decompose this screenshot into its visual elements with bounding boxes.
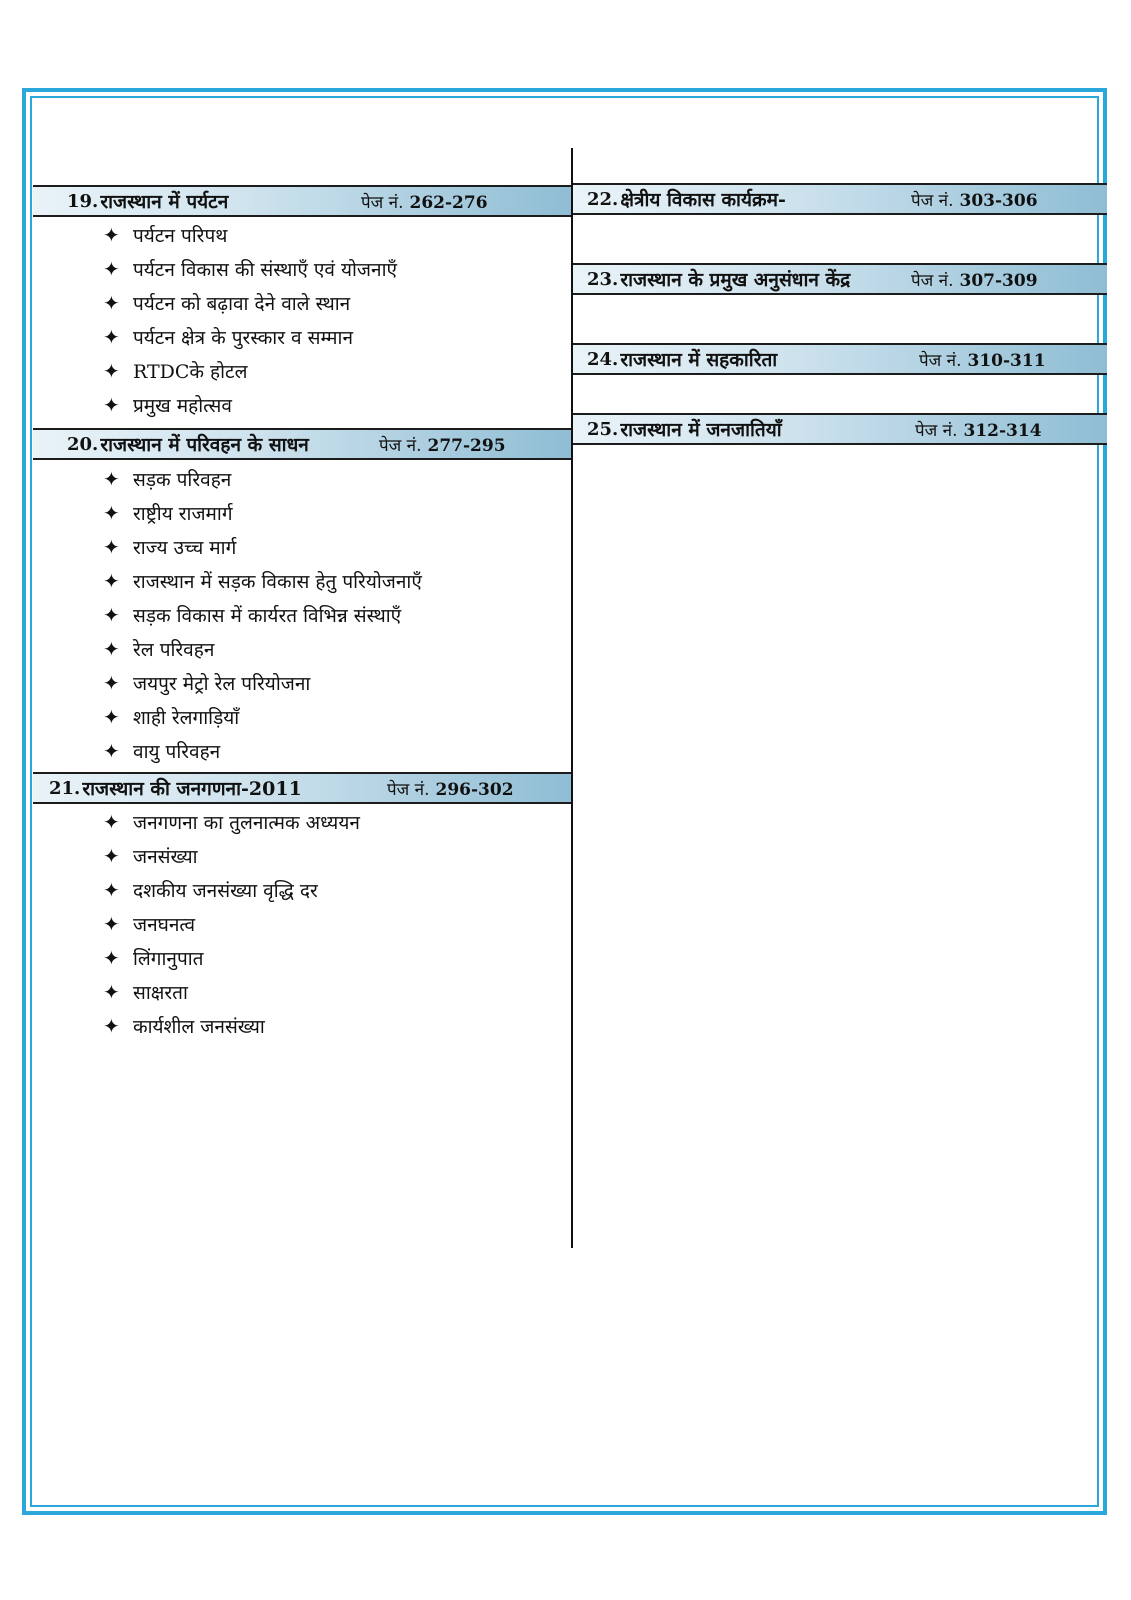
bullet-icon: ✦ bbox=[103, 637, 120, 661]
section-page-ref bbox=[911, 188, 1038, 211]
section-page-ref bbox=[379, 433, 506, 456]
list-item: ✦ सड़क परिवहन bbox=[103, 467, 232, 491]
section-22-header bbox=[573, 183, 1107, 215]
list-item: ✦ पर्यटन परिपथ bbox=[103, 223, 228, 247]
list-item: ✦ पर्यटन विकास की संस्थाएँ एवं योजनाएँ bbox=[103, 257, 397, 281]
section-title: राजस्थान की जनगणना-2011 bbox=[82, 778, 302, 800]
list-item: ✦ दशकीय जनसंख्या वृद्धि दर bbox=[103, 878, 318, 902]
bullet-icon: ✦ bbox=[103, 467, 120, 491]
section-number: 24. bbox=[587, 348, 619, 370]
section-page-ref bbox=[919, 348, 1046, 371]
section-number: 22. bbox=[587, 188, 619, 210]
bullet-icon: ✦ bbox=[103, 671, 120, 695]
section-title: राजस्थान में जनजातियाँ bbox=[620, 419, 782, 441]
list-item: ✦ पर्यटन को बढ़ावा देने वाले स्थान bbox=[103, 291, 351, 315]
section-number: 21. bbox=[49, 777, 81, 799]
section-number: 19. bbox=[67, 190, 99, 212]
list-item: ✦ RTDCके होटल bbox=[103, 359, 248, 383]
section-19-items bbox=[103, 218, 397, 422]
list-item: ✦ जयपुर मेट्रो रेल परियोजना bbox=[103, 671, 311, 695]
page-label: पेज नं. bbox=[361, 192, 404, 213]
bullet-icon: ✦ bbox=[103, 325, 120, 349]
page-range: 296-302 bbox=[435, 779, 514, 800]
bullet-icon: ✦ bbox=[103, 393, 120, 417]
page-range: 277-295 bbox=[427, 435, 506, 456]
section-23-header bbox=[573, 263, 1107, 295]
section-number: 20. bbox=[67, 433, 99, 455]
section-title: राजस्थान में पर्यटन bbox=[100, 191, 229, 213]
bullet-icon: ✦ bbox=[103, 878, 120, 902]
page-range: 303-306 bbox=[959, 190, 1038, 211]
bullet-icon: ✦ bbox=[103, 291, 120, 315]
bullet-icon: ✦ bbox=[103, 603, 120, 627]
bullet-icon: ✦ bbox=[103, 223, 120, 247]
list-item: ✦ शाही रेलगाड़ियाँ bbox=[103, 705, 240, 729]
section-page-ref bbox=[361, 190, 488, 213]
bullet-icon: ✦ bbox=[103, 1014, 120, 1038]
page-range: 262-276 bbox=[409, 192, 488, 213]
bullet-icon: ✦ bbox=[103, 501, 120, 525]
list-item: ✦ रेल परिवहन bbox=[103, 637, 215, 661]
section-number: 23. bbox=[587, 268, 619, 290]
section-page-ref bbox=[911, 268, 1038, 291]
list-item: ✦ लिंगानुपात bbox=[103, 946, 204, 970]
section-title: क्षेत्रीय विकास कार्यक्रम- bbox=[620, 189, 786, 211]
bullet-icon: ✦ bbox=[103, 946, 120, 970]
bullet-icon: ✦ bbox=[103, 810, 120, 834]
section-20-items bbox=[103, 462, 422, 768]
section-24-header bbox=[573, 343, 1107, 375]
section-19-header bbox=[33, 185, 571, 217]
list-item: ✦ कार्यशील जनसंख्या bbox=[103, 1014, 265, 1038]
bullet-icon: ✦ bbox=[103, 739, 120, 763]
list-item: ✦ प्रमुख महोत्सव bbox=[103, 393, 232, 417]
page-label: पेज नं. bbox=[911, 270, 954, 291]
bullet-icon: ✦ bbox=[103, 359, 120, 383]
page-range: 307-309 bbox=[959, 270, 1038, 291]
section-25-header bbox=[573, 413, 1107, 445]
page-label: पेज नं. bbox=[919, 350, 962, 371]
page-label: पेज नं. bbox=[911, 190, 954, 211]
bullet-icon: ✦ bbox=[103, 569, 120, 593]
list-item: ✦ राज्य उच्च मार्ग bbox=[103, 535, 237, 559]
column-divider bbox=[571, 148, 573, 1248]
section-page-ref bbox=[387, 777, 514, 800]
section-21-items bbox=[103, 805, 360, 1043]
bullet-icon: ✦ bbox=[103, 980, 120, 1004]
list-item: ✦ राष्ट्रीय राजमार्ग bbox=[103, 501, 233, 525]
bullet-icon: ✦ bbox=[103, 912, 120, 936]
list-item: ✦ पर्यटन क्षेत्र के पुरस्कार व सम्मान bbox=[103, 325, 353, 349]
bullet-icon: ✦ bbox=[103, 535, 120, 559]
list-item: ✦ साक्षरता bbox=[103, 980, 188, 1004]
list-item: ✦ राजस्थान में सड़क विकास हेतु परियोजनाएँ bbox=[103, 569, 422, 593]
page-range: 312-314 bbox=[963, 420, 1042, 441]
section-page-ref bbox=[915, 418, 1042, 441]
page-label: पेज नं. bbox=[379, 435, 422, 456]
section-number: 25. bbox=[587, 418, 619, 440]
section-20-header bbox=[33, 428, 571, 460]
list-item: ✦ जनघनत्व bbox=[103, 912, 196, 936]
list-item: ✦ वायु परिवहन bbox=[103, 739, 221, 763]
bullet-icon: ✦ bbox=[103, 257, 120, 281]
section-21-header bbox=[33, 772, 571, 804]
section-title: राजस्थान में परिवहन के साधन bbox=[100, 434, 309, 456]
page-range: 310-311 bbox=[967, 350, 1046, 371]
bullet-icon: ✦ bbox=[103, 844, 120, 868]
bullet-icon: ✦ bbox=[103, 705, 120, 729]
list-item: ✦ जनसंख्या bbox=[103, 844, 198, 868]
page-label: पेज नं. bbox=[387, 779, 430, 800]
page-label: पेज नं. bbox=[915, 420, 958, 441]
section-title: राजस्थान में सहकारिता bbox=[620, 349, 778, 371]
list-item: ✦ जनगणना का तुलनात्मक अध्ययन bbox=[103, 810, 360, 834]
section-title: राजस्थान के प्रमुख अनुसंधान केंद्र bbox=[620, 269, 851, 291]
list-item: ✦ सड़क विकास में कार्यरत विभिन्न संस्थाएँ bbox=[103, 603, 402, 627]
